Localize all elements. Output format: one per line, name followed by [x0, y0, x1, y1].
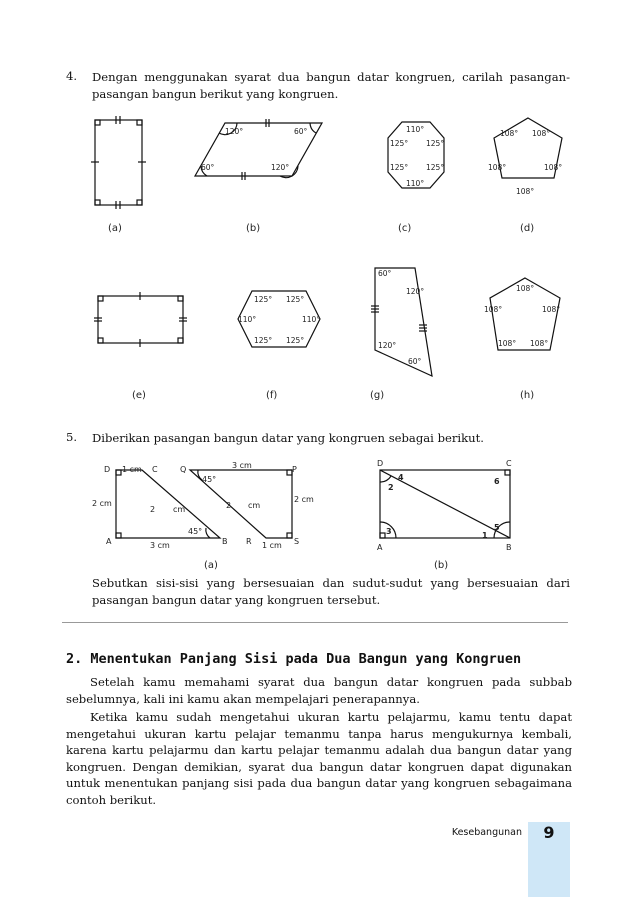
- question-4-figures: [60, 108, 580, 408]
- angle-c-1: 110°: [406, 125, 425, 134]
- angle-num-1: 1: [482, 531, 488, 540]
- dim-PS: 2 cm: [294, 495, 314, 504]
- angle-num-4: 4: [398, 473, 404, 482]
- label-b: (b): [246, 223, 261, 234]
- label-e: (e): [132, 390, 146, 401]
- vertex-b-B: B: [506, 543, 512, 552]
- angle-b-3: 60°: [201, 163, 215, 172]
- angle-h-2: 108°: [484, 305, 503, 314]
- angle-h-4: 108°: [498, 339, 517, 348]
- vertex-b-C: C: [506, 459, 512, 468]
- label-a: (a): [108, 223, 122, 234]
- shape-a: [91, 116, 146, 209]
- angle-h-1: 108°: [516, 284, 535, 293]
- shape-g: [371, 268, 432, 376]
- vertex-R: R: [246, 537, 252, 546]
- angle-c-2: 125°: [390, 139, 409, 148]
- angle-b-4: 120°: [271, 163, 290, 172]
- angle-c-3: 125°: [426, 139, 445, 148]
- angle-5a-Q: 45°: [202, 475, 217, 484]
- caption-5b: (b): [434, 560, 449, 571]
- section-heading: 2. Menentukan Panjang Sisi pada Dua Bangun yang Kongruen: [66, 651, 522, 667]
- question-5-text-2: Sebutkan sisi-sisi yang bersesuaian dan sudut-sudut yang bersesuaian dari pasangan bangun datar yang kongruen tersebut.: [92, 576, 570, 607]
- shape-e: [94, 292, 187, 347]
- vertex-D: D: [104, 465, 111, 474]
- angle-num-6: 6: [494, 477, 500, 486]
- vertex-b-A: A: [377, 543, 383, 552]
- question-5-text: Diberikan pasangan bangun datar yang kongruen sebagai berikut.: [92, 431, 484, 445]
- label-f: (f): [266, 390, 278, 401]
- angle-c-5: 125°: [426, 163, 445, 172]
- angle-b-2: 60°: [294, 127, 308, 136]
- question-4-text: Dengan menggunakan syarat dua bangun datar kongruen, carilah pasangan-pasangan bangun berikut yang kongruen.: [92, 70, 570, 101]
- question-5-figures: [80, 456, 550, 574]
- angle-d-2: 108°: [532, 129, 551, 138]
- vertex-B: B: [222, 537, 228, 546]
- dim-QR-num: 2: [226, 501, 232, 510]
- question-5-number: 5.: [66, 430, 78, 444]
- angle-d-1: 108°: [500, 129, 519, 138]
- angle-d-3: 108°: [488, 163, 507, 172]
- angle-num-3: 3: [386, 527, 392, 536]
- label-h: (h): [520, 390, 535, 401]
- angle-g-2: 120°: [406, 287, 425, 296]
- dim-CB-num: 2: [150, 505, 156, 514]
- vertex-b-D: D: [377, 459, 384, 468]
- dim-QP: 3 cm: [232, 461, 252, 470]
- question-4-number: 4.: [66, 69, 78, 83]
- angle-b-1: 120°: [225, 127, 244, 136]
- angle-d-5: 108°: [516, 187, 535, 196]
- angle-f-1: 125°: [254, 295, 273, 304]
- angle-h-3: 108°: [542, 305, 561, 314]
- vertex-Q: Q: [180, 465, 187, 474]
- section-paragraph-1: Setelah kamu memahami syarat dua bangun datar kongruen pada subbab sebelumnya, kali ini kamu akan mempelajari penerapannya.: [66, 675, 572, 706]
- dim-RS: 1 cm: [262, 541, 282, 550]
- angle-num-2: 2: [388, 483, 394, 492]
- dim-DC: 1 cm: [122, 465, 142, 474]
- angle-f-3: 110°: [238, 315, 257, 324]
- page-number: 9: [543, 823, 555, 842]
- angle-g-4: 60°: [408, 357, 422, 366]
- vertex-C: C: [152, 465, 158, 474]
- label-c: (c): [398, 223, 412, 234]
- dim-CB-unit: cm: [173, 505, 186, 514]
- caption-5a: (a): [204, 560, 218, 571]
- label-d: (d): [520, 223, 535, 234]
- angle-h-5: 108°: [530, 339, 549, 348]
- angle-num-5: 5: [494, 523, 500, 532]
- divider: [62, 622, 568, 623]
- angle-f-5: 125°: [254, 336, 273, 345]
- angle-g-1: 60°: [378, 269, 392, 278]
- section-paragraph-2: Ketika kamu sudah mengetahui ukuran kartu pelajarmu, kamu tentu dapat mengetahui ukuran kartu pelajar temanmu tanpa harus mengukurnya kembali, karena kartu pelajarmu dan kartu pelajar temanmu adalah dua bangun datar yang kongruen. Dengan demikian, syarat dua bangun datar kongruen dapat digunakan untuk menentukan panjang sisi pada dua bangun datar yang kongruen sebagaimana contoh berikut.: [66, 710, 572, 807]
- angle-f-4: 110°: [302, 315, 321, 324]
- angle-g-3: 120°: [378, 341, 397, 350]
- dim-AD: 2 cm: [92, 499, 112, 508]
- vertex-S: S: [294, 537, 300, 546]
- dim-QR-unit: cm: [248, 501, 261, 510]
- vertex-P: P: [292, 465, 297, 474]
- dim-AB: 3 cm: [150, 541, 170, 550]
- angle-f-6: 125°: [286, 336, 305, 345]
- angle-c-4: 125°: [390, 163, 409, 172]
- footer-title: Kesebangunan: [451, 827, 522, 838]
- vertex-A: A: [106, 537, 112, 546]
- angle-d-4: 108°: [544, 163, 563, 172]
- angle-f-2: 125°: [286, 295, 305, 304]
- angle-c-6: 110°: [406, 179, 425, 188]
- angle-5a-B: 45°: [188, 527, 203, 536]
- label-g: (g): [370, 390, 385, 401]
